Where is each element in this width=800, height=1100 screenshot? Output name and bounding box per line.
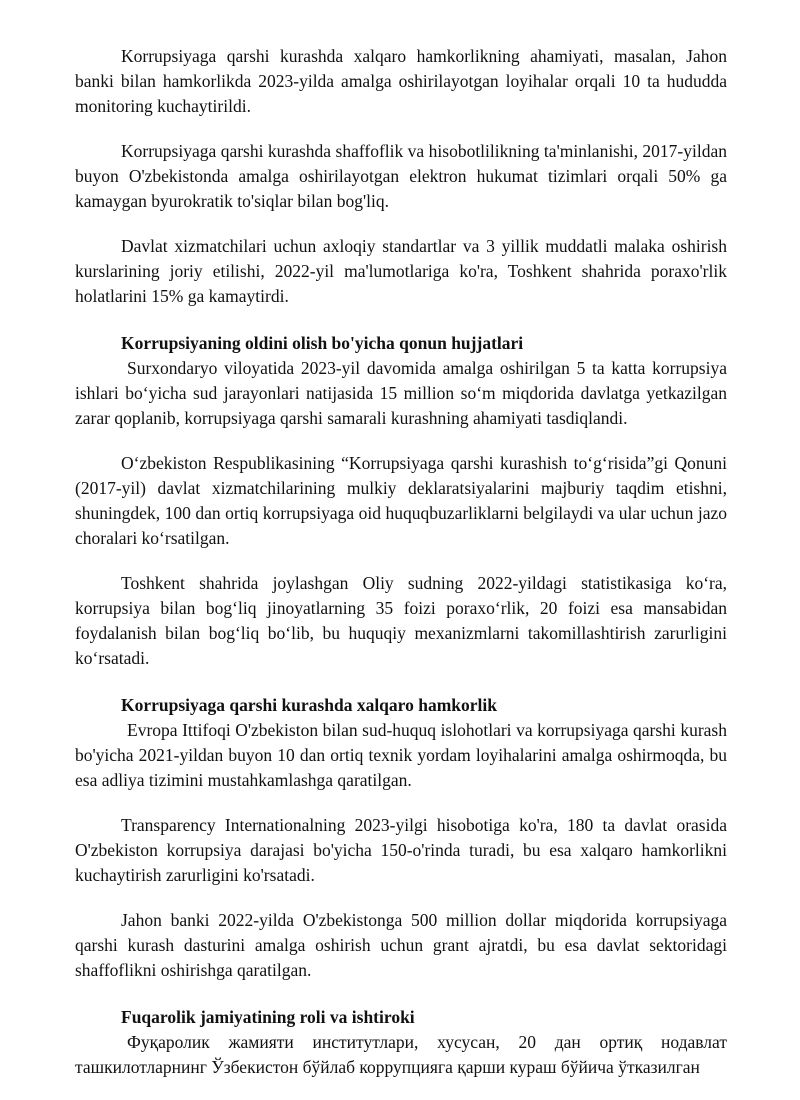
document-page xyxy=(75,44,727,1100)
heading-legislation: Korrupsiyaning oldini olish bo'yicha qonun hujjatlari xyxy=(121,333,524,353)
paragraph-anticorruption-law: O‘zbekiston Respublikasining “Korrupsiyaga qarshi kurashish to‘g‘risida”gi Qonuni (2017-yil) davlat xizmatchilarining mulkiy deklaratsiyalarini majburiy taqdim etishni, shuningdek, 100 dan ortiq korrupsiyaga oid huquqbuzarliklarni belgilaydi va ular uchun jazo choralari ko‘rsatilgan. xyxy=(75,453,727,548)
paragraph-ethics-standards: Davlat xizmatchilari uchun axloqiy standartlar va 3 yillik muddatli malaka oshirish kurslarining joriy etilishi, 2022-yil ma'lumotlariga ko'ra, Toshkent shahrida poraxo'rlik holatlarini 15% ga kamaytirdi. xyxy=(75,236,727,306)
paragraph-surxondaryo: Surxondaryo viloyatida 2023-yil davomida amalga oshirilgan 5 ta katta korrupsiya ishlari bo‘yicha sud jarayonlari natijasida 15 million so‘m miqdorida davlatga yetkazilgan zarar qoplanib, korrupsiyaga qarshi samarali kurashning ahamiyati tasdiqlandi. xyxy=(75,358,727,428)
paragraph-civil-society-institutions: Фуқаролик жамияти институтлари, хусусан, 20 дан ортиқ нодавлат ташкилотларнинг Ўзбекистон бўйлаб коррупцияга қарши кураш бўйича ўтказилган xyxy=(75,1032,727,1077)
heading-international-cooperation: Korrupsiyaga qarshi kurashda xalqaro hamkorlik xyxy=(121,695,498,715)
paragraph-intl-cooperation: Korrupsiyaga qarshi kurashda xalqaro hamkorlikning ahamiyati, masalan, Jahon banki bilan hamkorlikda 2023-yilda amalga oshirilayotgan loyihalar orqali 10 ta hududda monitoring kuchaytirildi. xyxy=(75,46,727,116)
paragraph-transparency-international: Transparency Internationalning 2023-yilgi hisobotiga ko'ra, 180 ta davlat orasida O'zbekiston korrupsiya darajasi bo'yicha 150-o'rinda turadi, bu esa xalqaro hamkorlikni kuchaytirish zarurligini ko'rsatadi. xyxy=(75,815,727,885)
heading-civil-society: Fuqarolik jamiyatining roli va ishtiroki xyxy=(121,1007,415,1027)
paragraph-supreme-court-stats: Toshkent shahrida joylashgan Oliy sudning 2022-yildagi statistikasiga ko‘ra, korrupsiya bilan bog‘liq jinoyatlarning 35 foizi poraxo‘rlik, 20 foizi esa mansabidan foydalanish bilan bog‘liq bo‘lib, bu huquqiy mexanizmlarni takomillashtirish zarurligini ko‘rsatadi. xyxy=(75,573,727,668)
paragraph-transparency: Korrupsiyaga qarshi kurashda shaffoflik va hisobotlilikning ta'minlanishi, 2017-yildan buyon O'zbekistonda amalga oshirilayotgan elektron hukumat tizimlari orqali 50% ga kamaygan byurokratik to'siqlar bilan bog'liq. xyxy=(75,141,727,211)
paragraph-eu-projects: Evropa Ittifoqi O'zbekiston bilan sud-huquq islohotlari va korrupsiyaga qarshi kurash bo'yicha 2021-yildan buyon 10 dan ortiq texnik yordam loyihalarini amalga oshirmoqda, bu esa adliya tizimini mustahkamlashga qaratilgan. xyxy=(75,720,727,790)
paragraph-world-bank-grant: Jahon banki 2022-yilda O'zbekistonga 500 million dollar miqdorida korrupsiyaga qarshi kurash dasturini amalga oshirish uchun grant ajratdi, bu esa davlat sektoridagi shaffoflikni oshirishga qaratilgan. xyxy=(75,910,727,980)
